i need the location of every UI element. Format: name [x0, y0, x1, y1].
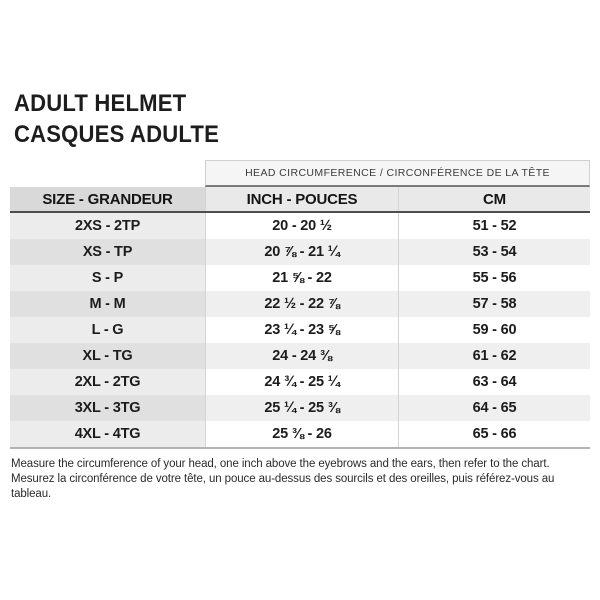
cm-range-cell: 51 - 52 [398, 213, 590, 239]
column-header-size: SIZE - GRANDEUR [10, 187, 205, 211]
size-cell: 2XS - 2TP [10, 213, 205, 239]
inch-range-cell: 25 ⅜ - 26 [205, 421, 398, 447]
size-cell: 4XL - 4TG [10, 421, 205, 447]
size-cell: M - M [10, 291, 205, 317]
table-row [10, 421, 590, 447]
size-cell: XL - TG [10, 343, 205, 369]
size-cell: S - P [10, 265, 205, 291]
table-row [10, 395, 590, 421]
size-cell: 3XL - 3TG [10, 395, 205, 421]
inch-range-cell: 21 ⅝ - 22 [205, 265, 398, 291]
inch-range-cell: 20 ⅞ - 21 ¼ [205, 239, 398, 265]
table-row [10, 343, 590, 369]
instruction-french: Mesurez la circonférence de votre tête, un pouce au-dessus des sourcils et des oreilles, puis référez-vous au tableau. [11, 473, 555, 500]
cm-range-cell: 55 - 56 [398, 265, 590, 291]
table-row [10, 213, 590, 239]
helmet-size-table [10, 160, 590, 449]
inch-range-cell: 24 ¾ - 25 ¼ [205, 369, 398, 395]
size-cell: 2XL - 2TG [10, 369, 205, 395]
cm-range-cell: 63 - 64 [398, 369, 590, 395]
size-cell: XS - TP [10, 239, 205, 265]
table-body [10, 213, 590, 447]
size-cell: L - G [10, 317, 205, 343]
cm-range-cell: 53 - 54 [398, 239, 590, 265]
column-header-cm: CM [398, 187, 590, 211]
measurement-instructions [11, 457, 595, 502]
inch-range-cell: 24 - 24 ⅜ [205, 343, 398, 369]
title-french: CASQUES ADULTE [14, 121, 219, 148]
instruction-english: Measure the circumference of your head, one inch above the eyebrows and the ears, then refer to the chart. [11, 458, 550, 470]
cm-range-cell: 59 - 60 [398, 317, 590, 343]
inch-range-cell: 20 - 20 ½ [205, 213, 398, 239]
page-title [14, 88, 219, 150]
column-header-row [10, 187, 590, 213]
cm-range-cell: 57 - 58 [398, 291, 590, 317]
title-english: ADULT HELMET [14, 90, 187, 117]
column-header-inch: INCH - POUCES [205, 187, 398, 211]
table-row [10, 265, 590, 291]
table-row [10, 369, 590, 395]
table-row [10, 317, 590, 343]
cm-range-cell: 64 - 65 [398, 395, 590, 421]
cm-range-cell: 65 - 66 [398, 421, 590, 447]
inch-range-cell: 23 ¼ - 23 ⅝ [205, 317, 398, 343]
inch-range-cell: 22 ½ - 22 ⅞ [205, 291, 398, 317]
cm-range-cell: 61 - 62 [398, 343, 590, 369]
table-row [10, 239, 590, 265]
inch-range-cell: 25 ¼ - 25 ⅜ [205, 395, 398, 421]
table-row [10, 291, 590, 317]
head-circumference-header: HEAD CIRCUMFERENCE / CIRCONFÉRENCE DE LA TÊTE [205, 160, 590, 187]
